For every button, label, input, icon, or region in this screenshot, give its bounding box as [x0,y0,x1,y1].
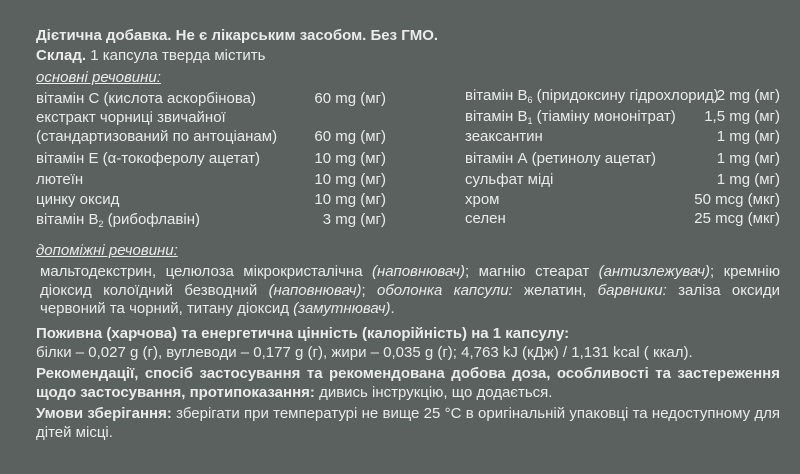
aux-substances-text: мальтодекстрин, целюлоза мікрокристалічна (наповнювач); магнію стеарат (антизлежувач); кремнію діоксид колоїдний безводний (наповнювач); оболонка капсули: желатин, барвники: заліза оксиди червоний та чорний, титану діоксид (замутнювач). [40,263,781,317]
composition-label: Склад. [36,47,87,64]
ingredient-name: лютеїн [36,171,84,188]
ingredient-amount: 25 mcg (мкг) [694,210,780,227]
header-line: Дієтична добавка. Не є лікарським засобом. Без ГМО. [36,27,439,44]
ingredient-name: селен [465,210,506,227]
nutrition-label: Поживна (харчова) та енергетична цінність (калорійність) на 1 капсулу: [36,325,570,342]
main-substances-heading: основні речовини: [36,69,161,86]
nutrition-values: білки – 0,027 g (г), вуглеводи – 0,177 g (г), жири – 0,035 g (г); 4,763 kJ (кДж) / 1,131 kcal ( ккал). [36,344,693,361]
ingredient-name: зеаксантин [465,128,543,145]
ingredient-amount: 3 mg (мг) [322,211,386,228]
composition-text: 1 капсула тверда містить [86,47,266,64]
ingredient-amount: 60 mg (мг) [314,128,386,145]
ingredient-amount: 50 mcg (мкг) [694,191,780,208]
ingredient-amount: 1 mg (мг) [716,128,780,145]
ingredient-name: вітамін Е (α-токоферолу ацетат) [36,150,261,167]
ingredient-amount: 60 mg (мг) [314,90,386,107]
ingredient-name: вітамін С (кислота аскорбінова) [36,90,256,107]
composition-line [36,47,265,65]
ingredient-name: хром [465,191,500,208]
ingredient-name: сульфат міді [465,171,554,188]
storage-text: Умови зберігання: зберігати при температурі не вище 25 °С в оригінальній упаковці та недоступному для дітей місці. [36,405,780,441]
ingredient-name: цинку оксид [36,191,120,208]
recommendations-text: Рекомендації, спосіб застосування та рекомендована добова доза, особливості та застереження щодо застосування, протипоказання: дивись інструкцію, що додається. [36,365,780,401]
ingredient-name: вітамін $В_6$ (піридоксину гідрохлорид) [465,87,719,105]
ingredient-name: (стандартизований по антоціанам) [36,128,278,145]
ingredient-amount: 1 mg (мг) [716,150,780,167]
ingredient-amount: 2 mg (мг) [716,87,780,104]
aux-substances-heading: допоміжні речовини: [36,242,178,259]
ingredient-amount: 10 mg (мг) [314,191,386,208]
ingredient-amount: 10 mg (мг) [314,171,386,188]
ingredient-amount: 1,5 mg (мг) [704,108,780,125]
ingredient-amount: 10 mg (мг) [314,150,386,167]
ingredient-name: екстракт чорниці звичайної [36,109,226,126]
ingredient-name: вітамін $В_1$ (тіаміну мононітрат) [465,108,676,126]
ingredient-name: вітамін А (ретинолу ацетат) [465,150,656,167]
ingredient-amount: 1 mg (мг) [716,171,780,188]
ingredient-name: вітамін $В_2$ (рибофлавін) [36,211,200,229]
